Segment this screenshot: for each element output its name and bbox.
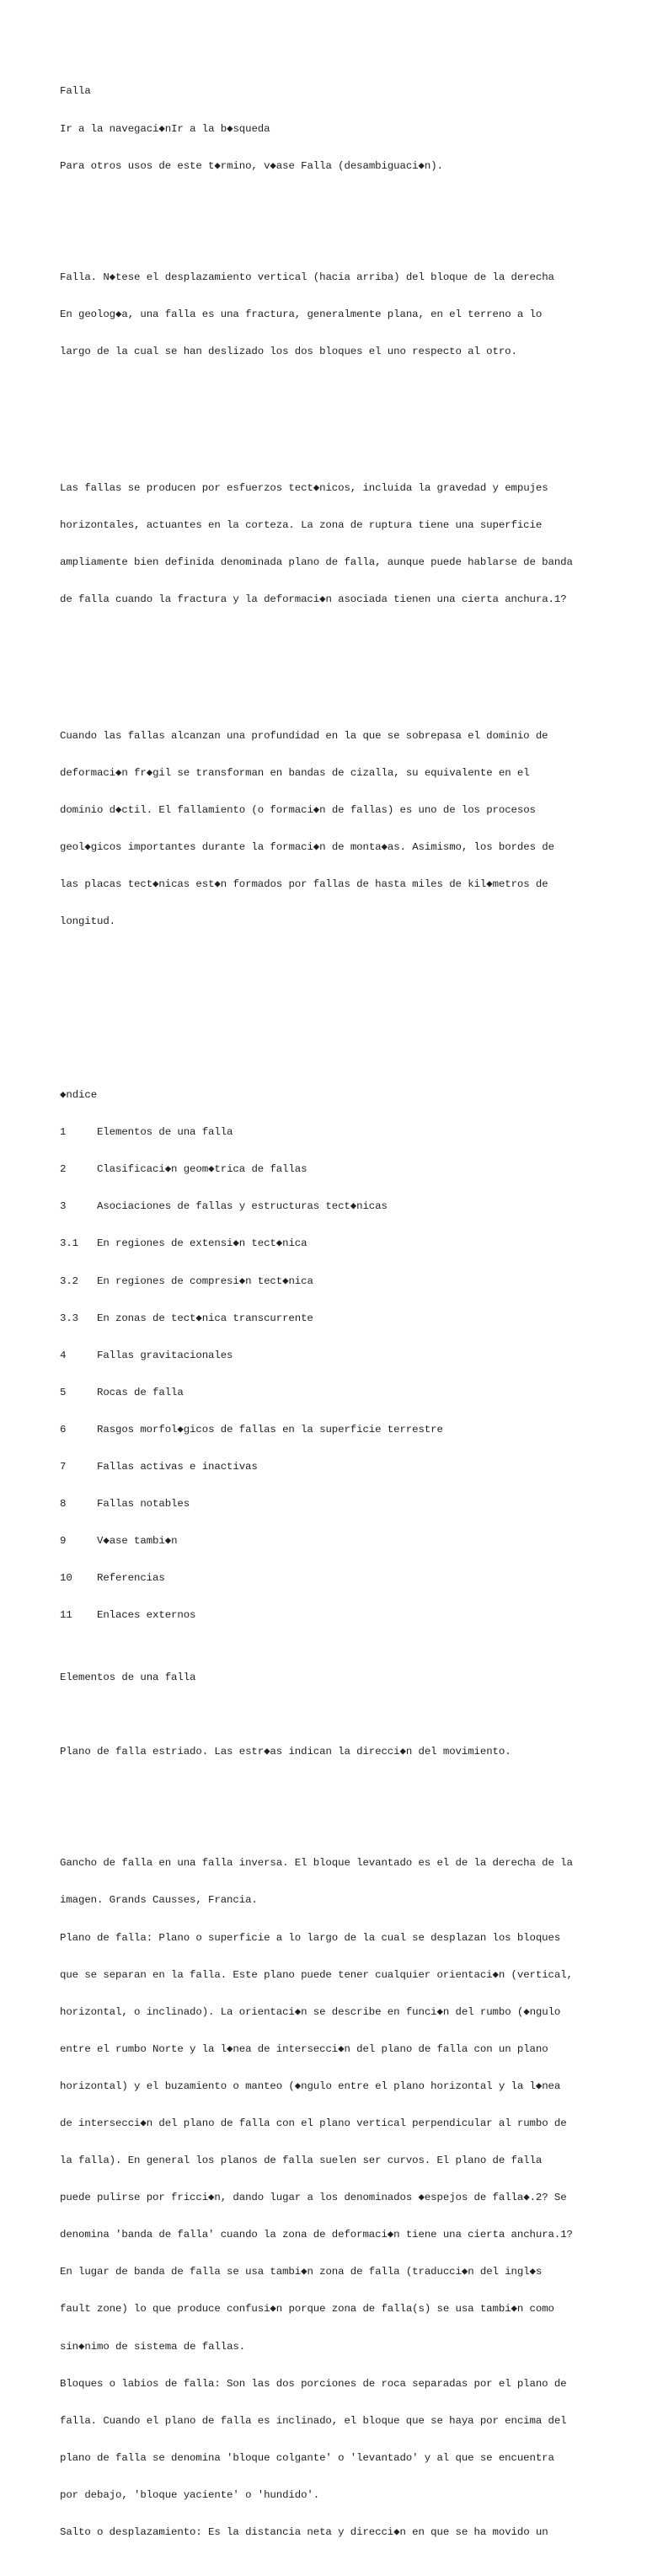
image-caption: Plano de falla estriado. Las estr◆as indican la direcci◆n del movimiento. — [60, 1746, 511, 1758]
document-page — [60, 61, 641, 2576]
text-line: Bloques o labios de falla: Son las dos porciones de roca separadas por el plano de — [60, 2377, 567, 2390]
text-line: En geolog◆a, una falla es una fractura, generalmente plana, en el terreno a lo — [60, 308, 543, 320]
toc-number: 8 — [60, 1498, 67, 1511]
blank-line — [60, 978, 641, 990]
text-line: geol◆gicos importantes durante la formaci◆n de monta◆as. Asimismo, los bordes de — [60, 841, 554, 854]
toc-item[interactable] — [60, 1237, 641, 1250]
text-line: horizontales, actuantes en la corteza. La zona de ruptura tiene una superficie — [60, 518, 543, 531]
toc-item[interactable] — [60, 1535, 641, 1548]
text-line: Falla. N◆tese el desplazamiento vertical (hacia arriba) del bloque de la derecha — [60, 271, 554, 283]
toc-item[interactable] — [60, 1163, 641, 1176]
text-line: entre el rumbo Norte y la l◆nea de intersecci◆n del plano de falla con un plano — [60, 2042, 548, 2055]
toc-label: Rocas de falla — [97, 1386, 184, 1398]
toc-label: Enlaces externos — [97, 1609, 196, 1622]
paragraph-1 — [60, 457, 641, 631]
text-line: la falla). En general los planos de falla suelen ser curvos. El plano de falla — [60, 2155, 543, 2167]
toc-number: 5 — [60, 1386, 67, 1398]
blank-line — [60, 197, 641, 210]
text-line: sin◆nimo de sistema de fallas. — [60, 2340, 246, 2353]
toc-number: 11 — [60, 1609, 72, 1622]
toc-label: Fallas gravitacionales — [97, 1349, 233, 1361]
toc-item[interactable] — [60, 1312, 641, 1325]
toc-number: 4 — [60, 1349, 67, 1361]
toc-number: 3.1 — [60, 1237, 79, 1250]
text-line: Salto o desplazamiento: Es la distancia neta y direcci◆n en que se ha movido un — [60, 2526, 548, 2539]
toc-number: 2 — [60, 1163, 67, 1176]
toc-item[interactable] — [60, 1126, 641, 1139]
toc-item[interactable] — [60, 1609, 641, 1622]
toc-number: 6 — [60, 1423, 67, 1436]
text-line: puede pulirse por fricci◆n, dando lugar a los denominados ◆espejos de falla◆.2? Se — [60, 2192, 567, 2204]
text-line: Las fallas se producen por esfuerzos tect◆nicos, incluida la gravedad y empujes — [60, 481, 548, 494]
nav-links: Ir a la navegaci◆nIr a la b◆squeda — [60, 122, 270, 135]
section-body — [60, 1833, 641, 2563]
toc-item[interactable] — [60, 1200, 641, 1213]
toc-label: Referencias — [97, 1572, 165, 1585]
toc-label: V◆ase tambi◆n — [97, 1535, 178, 1548]
section-heading: Elementos de una falla — [60, 1671, 196, 1683]
toc-item[interactable] — [60, 1387, 641, 1399]
blank-line — [60, 1783, 641, 1795]
text-line: que se separan en la falla. Este plano puede tener cualquier orientaci◆n (vertical, — [60, 1968, 573, 1981]
doc-title: Falla — [60, 85, 91, 98]
text-line: las placas tect◆nicas est◆n formados por fallas de hasta miles de kil◆metros de — [60, 878, 548, 891]
text-line: dominio d◆ctil. El fallamiento (o formaci◆n de fallas) es uno de los procesos — [60, 803, 536, 816]
text-line: deformaci◆n fr◆gil se transforman en bandas de cizalla, su equivalente en el — [60, 766, 530, 779]
blank-line — [60, 1709, 641, 1721]
intro-paragraph — [60, 246, 641, 383]
text-line: falla. Cuando el plano de falla es inclinado, el bloque que se haya por encima del — [60, 2414, 567, 2427]
toc-number: 9 — [60, 1535, 67, 1548]
toc-label: Elementos de una falla — [97, 1126, 233, 1139]
text-line: Plano de falla: Plano o superficie a lo largo de la cual se desplazan los bloques — [60, 1931, 561, 1944]
paragraph-2 — [60, 705, 641, 953]
toc-item[interactable] — [60, 1461, 641, 1473]
toc-item[interactable] — [60, 1275, 641, 1288]
text-line: longitud. — [60, 915, 116, 928]
toc-label: En zonas de tect◆nica transcurrente — [97, 1312, 313, 1324]
text-line: En lugar de banda de falla se usa tambi◆n zona de falla (traducci◆n del ingl◆s — [60, 2266, 543, 2278]
toc-label: Fallas notables — [97, 1498, 190, 1511]
toc-item[interactable] — [60, 1572, 641, 1585]
text-line: Gancho de falla en una falla inversa. El bloque levantado es el de la derecha de la — [60, 1857, 573, 1870]
text-line: de intersecci◆n del plano de falla con el plano vertical perpendicular al rumbo de — [60, 2117, 567, 2129]
table-of-contents — [60, 1065, 641, 1647]
toc-item[interactable] — [60, 1498, 641, 1511]
text-line: por debajo, 'bloque yaciente' o 'hundido'. — [60, 2488, 320, 2501]
toc-item[interactable] — [60, 1350, 641, 1362]
toc-title: ◆ndice — [60, 1089, 98, 1102]
toc-number: 10 — [60, 1572, 72, 1585]
text-line: plano de falla se denomina 'bloque colgante' o 'levantado' y al que se encuentra — [60, 2451, 554, 2464]
text-line: horizontal, o inclinado). La orientaci◆n se describe en funci◆n del rumbo (◆ngulo — [60, 2005, 561, 2018]
blank-line — [60, 408, 641, 421]
disambiguation-note: Para otros usos de este t◆rmino, v◆ase Falla (desambiguaci◆n). — [60, 159, 443, 172]
toc-label: Asociaciones de fallas y estructuras tect◆nicas — [97, 1200, 388, 1213]
toc-number: 3.3 — [60, 1312, 79, 1324]
blank-line — [60, 1015, 641, 1028]
toc-label: Fallas activas e inactivas — [97, 1460, 258, 1473]
text-line: largo de la cual se han deslizado los dos bloques el uno respecto al otro. — [60, 346, 517, 358]
text-line: de falla cuando la fractura y la deformaci◆n asociada tienen una cierta anchura.1? — [60, 593, 567, 606]
toc-number: 3.2 — [60, 1275, 79, 1287]
toc-number: 1 — [60, 1126, 67, 1139]
toc-label: Clasificaci◆n geom◆trica de fallas — [97, 1163, 307, 1176]
text-line: horizontal) y el buzamiento o manteo (◆ngulo entre el plano horizontal y la l◆nea — [60, 2080, 561, 2092]
blank-line — [60, 656, 641, 668]
text-line: fault zone) lo que produce confusi◆n porque zona de falla(s) se usa tambi◆n como — [60, 2303, 554, 2316]
text-line: denomina 'banda de falla' cuando la zona de deformaci◆n tiene una cierta anchura.1? — [60, 2229, 573, 2241]
toc-label: En regiones de extensi◆n tect◆nica — [97, 1237, 307, 1250]
text-line: imagen. Grands Causses, Francia. — [60, 1894, 258, 1907]
toc-number: 3 — [60, 1200, 67, 1213]
toc-label: Rasgos morfol◆gicos de fallas en la superficie terrestre — [97, 1423, 443, 1436]
text-line: Cuando las fallas alcanzan una profundidad en la que se sobrepasa el dominio de — [60, 729, 548, 742]
toc-number: 7 — [60, 1460, 67, 1473]
text-line: ampliamente bien definida denominada plano de falla, aunque puede hablarse de banda — [60, 555, 573, 568]
toc-label: En regiones de compresi◆n tect◆nica — [97, 1275, 313, 1287]
toc-item[interactable] — [60, 1424, 641, 1436]
